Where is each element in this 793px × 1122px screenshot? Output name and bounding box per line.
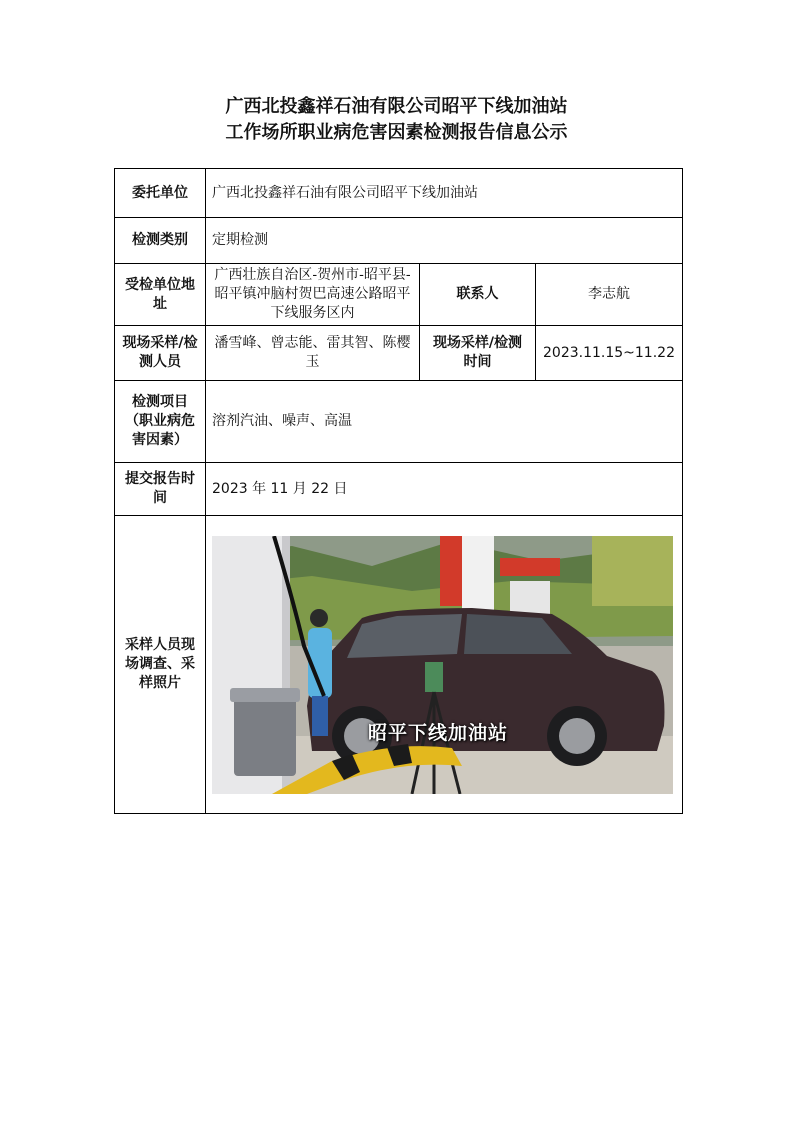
document-title-line-1: 广西北投鑫祥石油有限公司昭平下线加油站	[225, 96, 568, 117]
client-value: 广西北投鑫祥石油有限公司昭平下线加油站	[206, 169, 683, 218]
contact-label: 联系人	[420, 264, 536, 326]
report-date-label: 提交报告时间	[115, 463, 206, 516]
photo-caption: 昭平下线加油站	[368, 721, 509, 744]
report-date-value: 2023 年 11 月 22 日	[206, 463, 683, 516]
test-type-label: 检测类别	[115, 218, 206, 264]
row-test-type	[115, 218, 683, 264]
row-photo	[115, 516, 683, 814]
photo-label: 采样人员现场调查、采样照片	[115, 516, 206, 814]
time-value: 2023.11.15~11.22	[536, 326, 683, 381]
test-type-value: 定期检测	[206, 218, 683, 264]
document-title-line-2: 工作场所职业病危害因素检测报告信息公示	[225, 122, 568, 143]
gas-station-scene-image	[212, 536, 673, 794]
row-report-date	[115, 463, 683, 516]
photo-cell	[206, 516, 683, 814]
contact-value: 李志航	[536, 264, 683, 326]
row-items	[115, 381, 683, 463]
address-value: 广西壮族自治区-贺州市-昭平县-昭平镇冲脑村贺巴高速公路昭平下线服务区内	[206, 264, 420, 326]
items-label: 检测项目（职业病危害因素）	[115, 381, 206, 463]
staff-label: 现场采样/检测人员	[115, 326, 206, 381]
row-staff	[115, 326, 683, 381]
row-client	[115, 169, 683, 218]
client-label: 委托单位	[115, 169, 206, 218]
report-info-table	[114, 168, 683, 814]
staff-value: 潘雪峰、曾志能、雷其智、陈樱玉	[206, 326, 420, 381]
row-address	[115, 264, 683, 326]
address-label: 受检单位地址	[115, 264, 206, 326]
sampling-photo	[212, 536, 673, 794]
items-value: 溶剂汽油、噪声、高温	[206, 381, 683, 463]
time-label: 现场采样/检测时间	[420, 326, 536, 381]
